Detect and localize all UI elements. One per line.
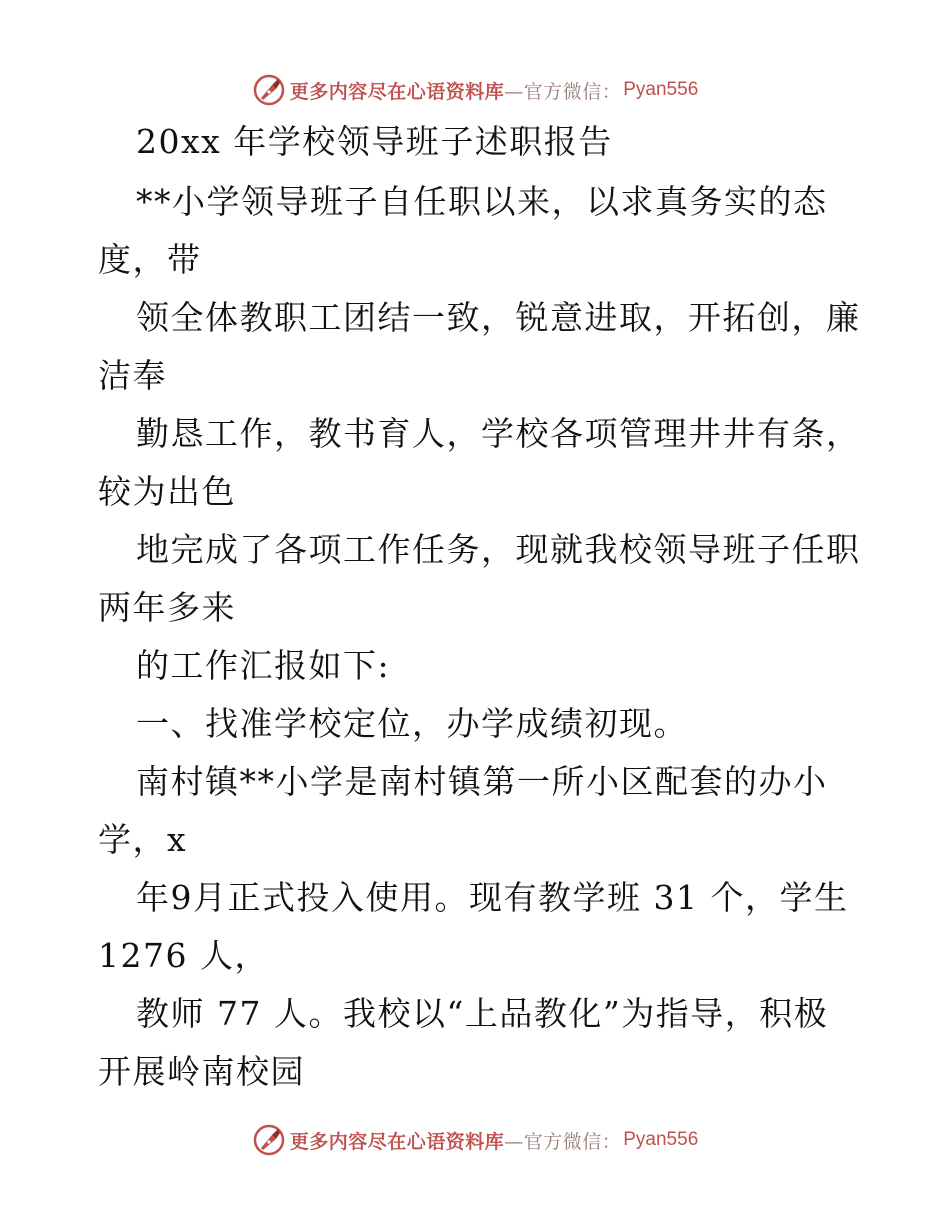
watermark-wechat-handle: Pyan556 <box>623 79 699 100</box>
header-watermark <box>0 70 950 110</box>
paragraph-line: 地完成了各项工作任务，现就我校领导班子任职 <box>136 530 861 569</box>
paragraph-line: 开展岭南校园 <box>98 1052 305 1091</box>
footer-watermark <box>0 1120 950 1160</box>
watermark-separator-text: —官方微信： <box>504 1130 622 1153</box>
paragraph-line: 1276 人， <box>98 936 269 975</box>
paragraph-line: 洁奉 <box>98 356 167 395</box>
document-title: 20xx 年学校领导班子述职报告 <box>136 122 613 161</box>
watermark-site-text: 更多内容尽在心语资料库 <box>289 80 505 103</box>
paragraph-line: 两年多来 <box>98 588 236 627</box>
watermark-site-text: 更多内容尽在心语资料库 <box>289 1130 505 1153</box>
pen-nib-logo-icon <box>252 73 286 107</box>
paragraph-line: 南村镇**小学是南村镇第一所小区配套的办小 <box>136 762 828 801</box>
paragraph-line: 教师 77 人。我校以“上品教化”为指导，积极 <box>136 994 829 1033</box>
pen-nib-logo-icon <box>252 1123 286 1157</box>
watermark-wechat-handle: Pyan556 <box>623 1129 699 1150</box>
paragraph-line: 度，带 <box>98 240 202 279</box>
paragraph-line: 较为出色 <box>98 472 236 511</box>
paragraph-line: 领全体教职工团结一致，锐意进取，开拓创，廉 <box>136 298 861 337</box>
paragraph-line: **小学领导班子自任职以来，以求真务实的态 <box>136 182 828 221</box>
paragraph-line: 学，x <box>98 820 188 859</box>
paragraph-line: 年9月正式投入使用。现有教学班 31 个，学生 <box>136 878 849 917</box>
paragraph-line: 的工作汇报如下: <box>136 646 391 685</box>
section-heading: 一、找准学校定位，办学成绩初现。 <box>136 704 688 743</box>
watermark-separator-text: —官方微信： <box>504 80 622 103</box>
paragraph-line: 勤恳工作，教书育人，学校各项管理井井有条， <box>136 414 861 453</box>
